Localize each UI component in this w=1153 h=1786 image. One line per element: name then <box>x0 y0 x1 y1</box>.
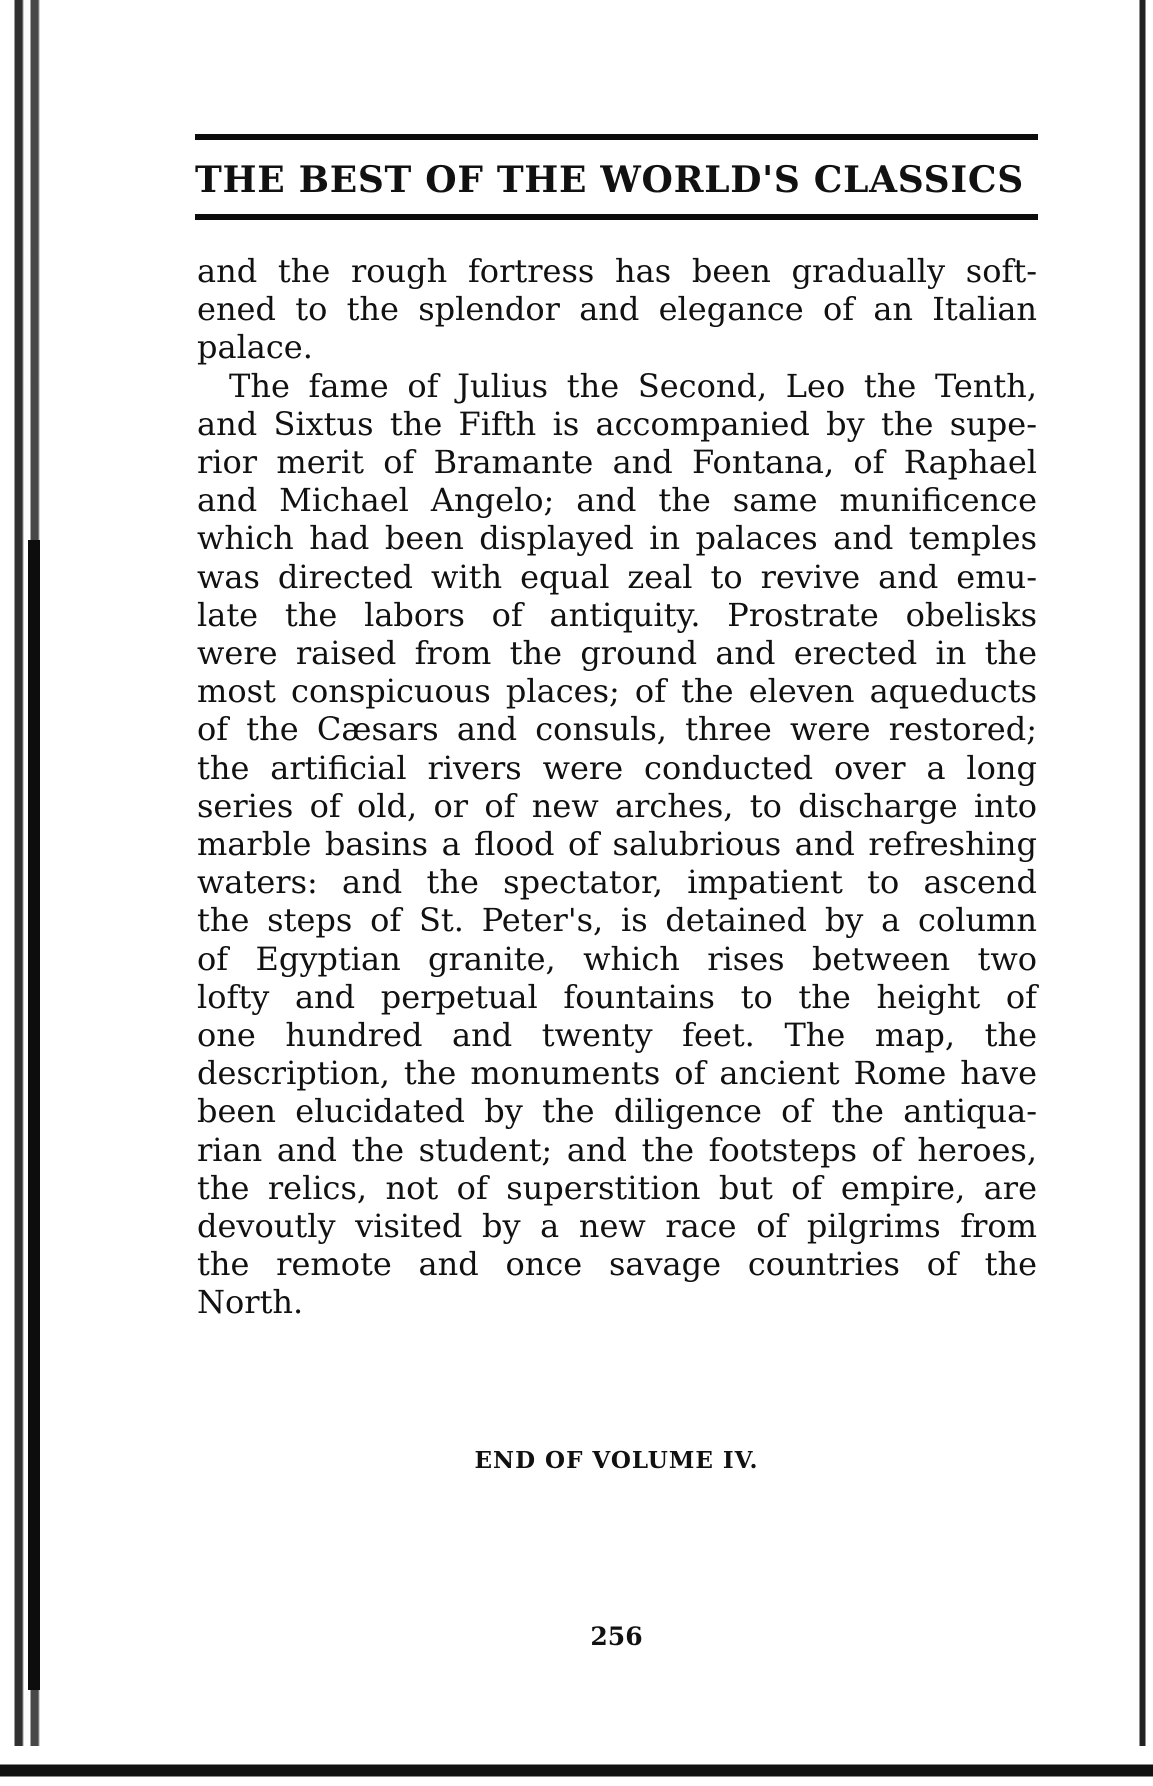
text-line: and Sixtus the Fifth is accompanied by the supe- <box>197 404 1037 443</box>
text-line: marble basins a flood of salubrious and refreshing <box>197 825 1037 864</box>
text-line: was directed with equal zeal to revive and emu- <box>197 557 1037 596</box>
text-line: devoutly visited by a new race of pilgrims from <box>197 1207 1037 1246</box>
text-line: description, the monuments of ancient Rome have <box>197 1054 1037 1093</box>
text-line: rian and the student; and the footsteps of heroes, <box>197 1130 1037 1169</box>
text-line: and the rough fortress has been gradually soft- <box>197 252 1037 290</box>
text-line: palace. <box>197 328 313 367</box>
text-line: one hundred and twenty feet. The map, the <box>197 1016 1037 1055</box>
page-number: 256 <box>590 1622 643 1651</box>
text-line: the remote and once savage countries of the <box>197 1245 1037 1284</box>
text-line: were raised from the ground and erected in the <box>197 634 1037 673</box>
header-rule-top <box>195 134 1038 140</box>
text-line: lofty and perpetual fountains to the height of <box>197 977 1037 1016</box>
text-line: which had been displayed in palaces and temples <box>197 519 1037 558</box>
running-title: THE BEST OF THE WORLD'S CLASSICS <box>195 159 1024 201</box>
text-line: ened to the splendor and elegance of an Italian <box>197 290 1037 329</box>
scan-edge-left-shadow <box>28 540 40 1690</box>
header-rule-bottom <box>195 214 1038 220</box>
text-line: rior merit of Bramante and Fontana, of Raphael <box>197 443 1037 482</box>
text-line: waters: and the spectator, impatient to ascend <box>197 863 1037 902</box>
scan-edge-bottom <box>0 1746 1153 1786</box>
text-line: of Egyptian granite, which rises between two <box>197 939 1037 978</box>
text-line: The fame of Julius the Second, Leo the Tenth, <box>229 366 1037 405</box>
text-line: of the Cæsars and consuls, three were restored; <box>197 710 1037 749</box>
text-line: the artificial rivers were conducted over a long <box>197 748 1037 787</box>
text-line: the steps of St. Peter's, is detained by a column <box>197 901 1037 940</box>
end-of-volume-note: END OF VOLUME IV. <box>474 1447 759 1474</box>
text-line: the relics, not of superstition but of empire, are <box>197 1168 1037 1207</box>
scan-edge-right <box>1133 0 1153 1786</box>
text-line: most conspicuous places; of the eleven aqueducts <box>197 672 1037 711</box>
body-text <box>197 252 1037 1322</box>
text-line: North. <box>197 1283 304 1322</box>
text-line: series of old, or of new arches, to discharge into <box>197 786 1037 825</box>
text-line: and Michael Angelo; and the same munificence <box>197 481 1037 520</box>
text-line: been elucidated by the diligence of the antiqua- <box>197 1092 1037 1131</box>
text-line: late the labors of antiquity. Prostrate obelisks <box>197 595 1037 634</box>
